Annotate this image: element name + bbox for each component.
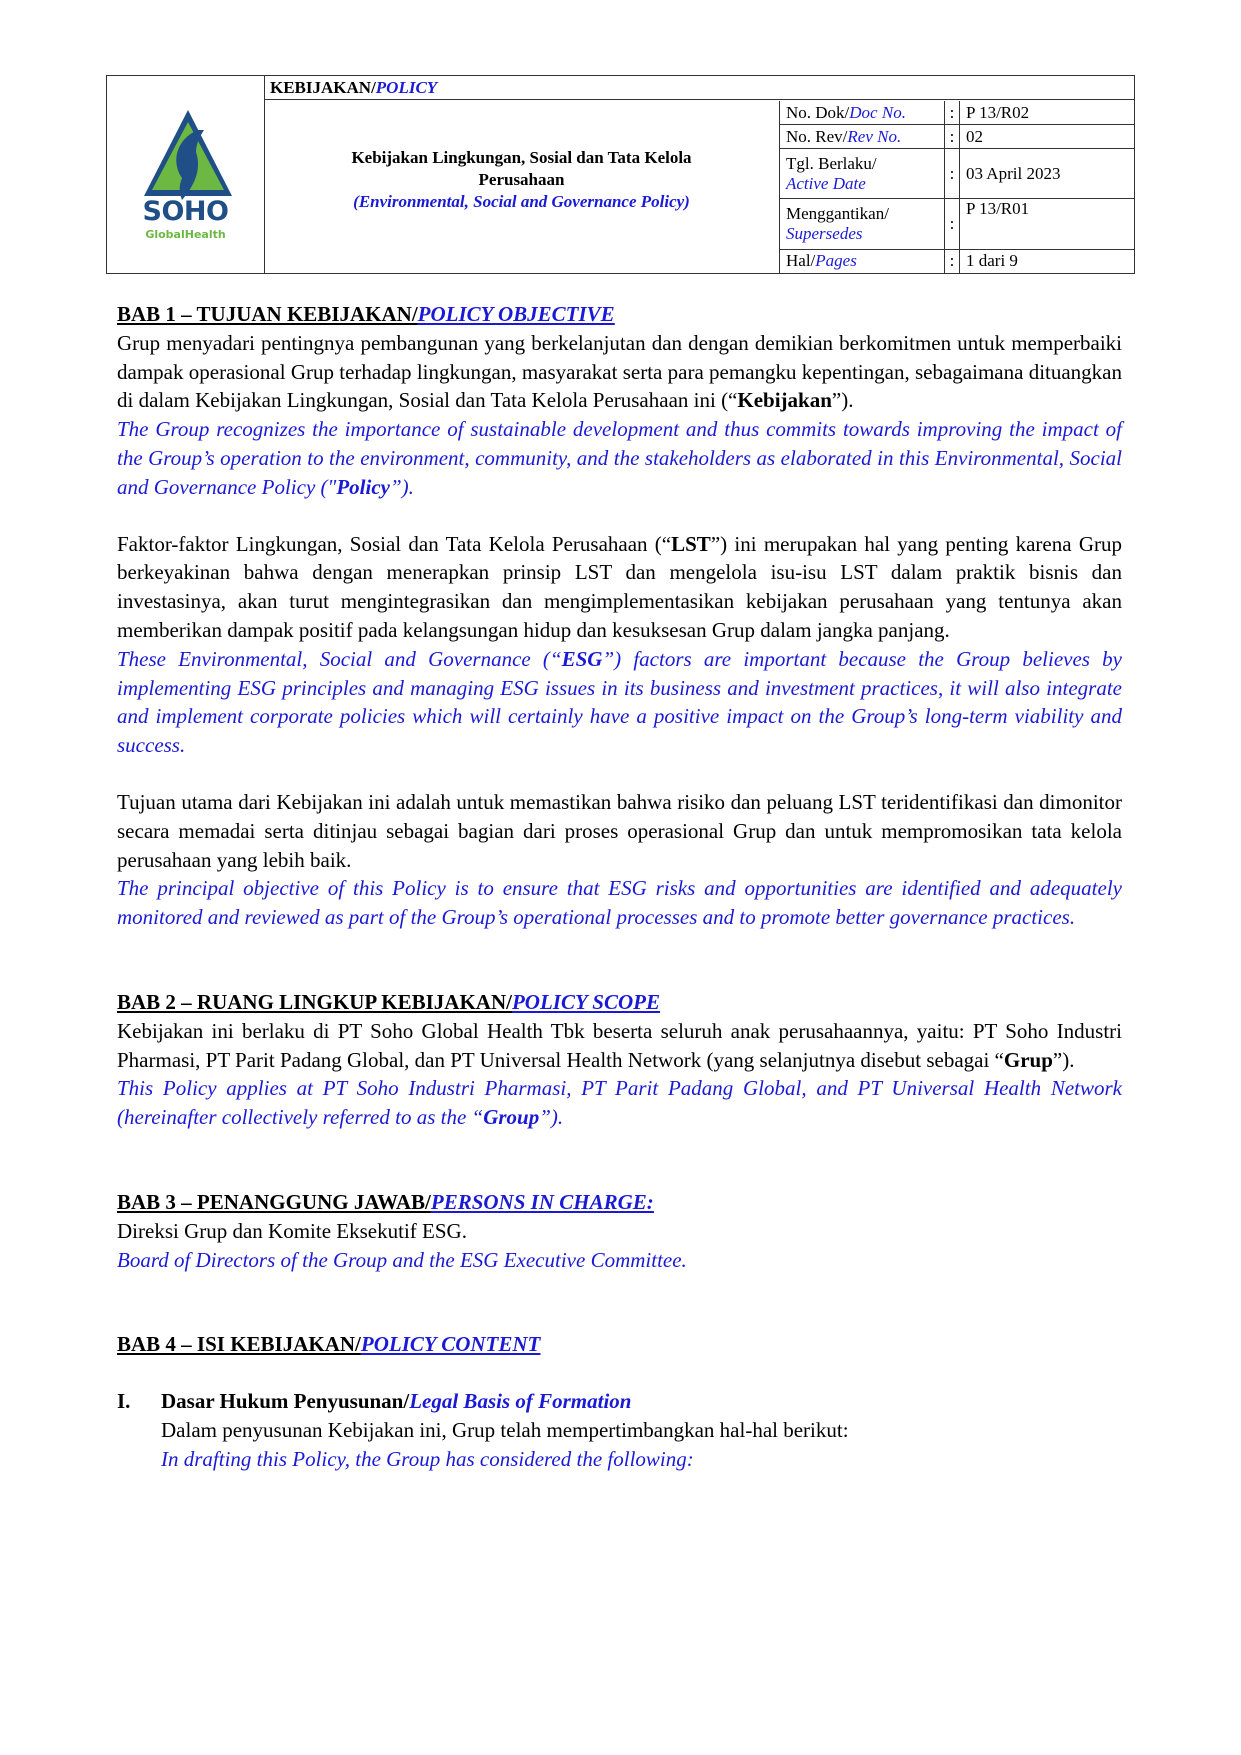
soho-logo-icon [142, 108, 234, 200]
meta-label-id: Tgl. Berlaku/ [786, 153, 877, 173]
logo-brand-text: SOHO [142, 196, 229, 227]
meta-value: 1 dari 9 [960, 249, 1136, 273]
term-bold: Kebijakan [737, 388, 832, 413]
item-paragraph-id: Dalam penyusunan Kebijakan ini, Grup telah mempertimbangkan hal-hal berikut: [161, 1417, 849, 1442]
text: Grup menyadari pentingnya pembangunan yang berkelanjutan dan dengan demikian berkomitmen untuk memperbaiki dampak operasional Grup terhadap lingkungan, masyarakat serta para pemangku kepentingan, sebagaimana dituangkan di dalam Kebijakan Lingkungan, Sosial dan Tata Kelola Perusahaan ini (“ [117, 330, 1122, 413]
heading-id: BAB 3 – PENANGGUNG JAWAB/ [117, 1189, 431, 1214]
meta-sep: : [945, 149, 960, 199]
meta-sep: : [945, 125, 960, 149]
heading-en: POLICY SCOPE [511, 989, 660, 1014]
paragraph-id: Tujuan utama dari Kebijakan ini adalah untuk memastikan bahwa risiko dan peluang LST teridentifikasi dan dimonitor secara memadai serta ditinjau sebagai bagian dari proses operasional Grup dan untuk mempromosikan tata kelola perusahaan yang lebih baik. [117, 789, 1122, 872]
meta-value: 02 [960, 125, 1136, 149]
title-en: (Environmental, Social and Governance Policy) [353, 192, 690, 211]
meta-label-en: Rev No. [847, 126, 902, 146]
meta-row-supersedes [780, 199, 1135, 249]
text: ”) ini merupakan hal yang penting karena Grup berkeyakinan bahwa dengan menerapkan prinsip LST dan mengelola isu-isu LST dalam praktik bisnis dan investasinya, akan turut mengintegrasikan dan mengimplementasikan kebijakan perusahaan yang tentunya akan memberikan dampak positif pada kelangsungan hidup dan kesuksesan Grup dalam jangka panjang. [117, 531, 1122, 642]
heading-id: BAB 1 – TUJUAN KEBIJAKAN/ [117, 302, 418, 326]
heading-en: POLICY OBJECTIVE [417, 302, 615, 326]
meta-row-doc-no [780, 101, 1135, 125]
meta-label-en: Pages [815, 251, 857, 271]
paragraph-id [117, 1017, 1122, 1075]
term-bold: Group [483, 1105, 540, 1130]
doc-type-id: KEBIJAKAN/ [270, 78, 376, 97]
item-title-en: Legal Basis of Formation [409, 1389, 632, 1414]
title-id-line1: Kebijakan Lingkungan, Sosial dan Tata Kelola [351, 148, 692, 167]
paragraph-en [117, 1074, 1122, 1132]
document-title [264, 101, 779, 273]
meta-label-id: Hal/ [786, 251, 816, 271]
document-header [106, 75, 1135, 274]
text: These Environmental, Social and Governance (“ [117, 646, 562, 671]
text: ”). [389, 474, 414, 499]
document-meta-table [779, 101, 1135, 273]
heading-en: PERSONS IN CHARGE: [430, 1189, 654, 1214]
term-bold: Grup [1003, 1047, 1053, 1072]
meta-value: P 13/R02 [960, 101, 1136, 125]
section-bab-2 [117, 988, 1122, 1132]
document-body [117, 300, 1122, 1474]
text: ”). [539, 1105, 564, 1130]
meta-label-id: No. Rev/ [786, 126, 848, 146]
paragraph-id [117, 329, 1122, 415]
item-title [161, 1387, 1122, 1416]
list-item-legal-basis [117, 1387, 1122, 1473]
meta-value: P 13/R01 [960, 199, 1136, 249]
meta-label-id: Menggantikan/ [786, 203, 889, 223]
meta-row-active-date [780, 149, 1135, 199]
section-heading [117, 1330, 540, 1358]
meta-value: 03 April 2023 [960, 149, 1136, 199]
section-bab-1 [117, 300, 1122, 932]
paragraph-en [117, 645, 1122, 760]
heading-en: POLICY CONTENT [360, 1332, 541, 1357]
paragraph-id: Direksi Grup dan Komite Eksekutif ESG. [117, 1218, 467, 1243]
text: This Policy applies at PT Soho Industri Pharmasi, PT Parit Padang Global, and PT Universal Health Network (hereinafter collectively referred to as the “ [117, 1076, 1122, 1130]
meta-sep: : [945, 101, 960, 125]
text: Kebijakan ini berlaku di PT Soho Global Health Tbk beserta seluruh anak perusahaannya, yaitu: PT Soho Industri Pharmasi, PT Parit Padang Global, dan PT Universal Health Network (yang selanjutnya disebut sebagai “ [117, 1018, 1122, 1072]
logo-cell [107, 76, 265, 273]
text: The Group recognizes the importance of sustainable development and thus commits towards improving the impact of the Group’s operation to the environment, community, and the stakeholders as elaborated in this Environmental, Social and Governance Policy (" [117, 417, 1122, 499]
paragraph-id [117, 530, 1122, 645]
doc-type-en: POLICY [375, 78, 438, 97]
text: Faktor-faktor Lingkungan, Sosial dan Tata Kelola Perusahaan (“ [117, 531, 672, 556]
term-bold: LST [671, 531, 711, 556]
item-number: I. [117, 1389, 131, 1414]
section-heading [117, 1188, 654, 1216]
text: ”). [1052, 1047, 1075, 1072]
meta-label-en: Active Date [786, 173, 866, 193]
section-heading [117, 988, 660, 1016]
heading-id: BAB 4 – ISI KEBIJAKAN/ [117, 1332, 361, 1357]
meta-sep: : [945, 249, 960, 273]
meta-label-en: Supersedes [786, 223, 863, 243]
meta-sep: : [945, 199, 960, 249]
section-bab-4 [117, 1330, 1122, 1473]
item-paragraph-en: In drafting this Policy, the Group has considered the following: [161, 1446, 694, 1471]
meta-row-pages [780, 249, 1135, 273]
term-bold: Policy [336, 474, 390, 499]
text: ”) factors are important because the Group believes by implementing ESG principles and managing ESG issues in its business and investment practices, it will also integrate and implement corporate policies which will certainly have a positive impact on the Group’s long-term viability and success. [117, 646, 1122, 758]
heading-id: BAB 2 – RUANG LINGKUP KEBIJAKAN/ [117, 989, 512, 1014]
meta-label-en: Doc No. [849, 102, 906, 122]
section-bab-3 [117, 1188, 1122, 1274]
section-heading [117, 300, 615, 328]
paragraph-en: Board of Directors of the Group and the ESG Executive Committee. [117, 1247, 687, 1272]
text: ”). [831, 388, 854, 413]
paragraph-en: The principal objective of this Policy is to ensure that ESG risks and opportunities are identified and adequately monitored and reviewed as part of the Group’s operational processes and to promote better governance practices. [117, 876, 1122, 930]
meta-label-id: No. Dok/ [786, 102, 850, 122]
logo-subtitle-text: GlobalHealth [145, 228, 226, 241]
paragraph-en [117, 415, 1122, 501]
doc-type-label [264, 76, 1134, 100]
term-bold: ESG [561, 646, 603, 671]
item-title-id: Dasar Hukum Penyusunan/ [161, 1389, 410, 1414]
title-id-line2: Perusahaan [478, 170, 565, 189]
meta-row-rev-no [780, 125, 1135, 149]
